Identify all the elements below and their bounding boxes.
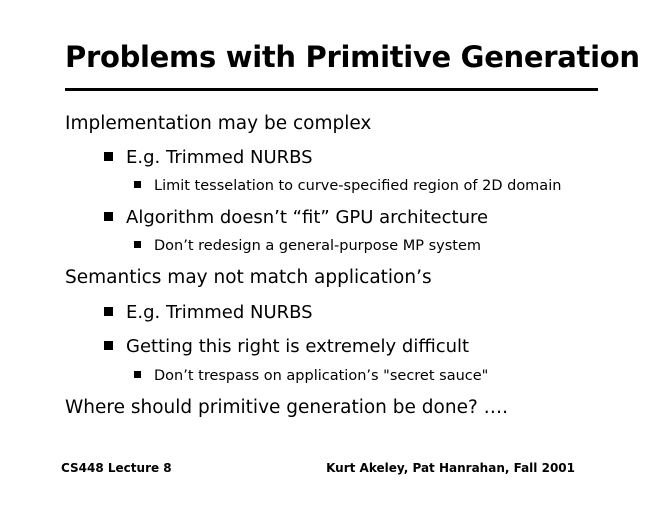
- footer-authors: Kurt Akeley, Pat Hanrahan, Fall 2001: [326, 461, 575, 475]
- bullet-text: Limit tesselation to curve-specified region of 2D domain: [154, 178, 562, 194]
- bullet-item: [65, 267, 432, 288]
- sub-sub-bullet-item: [134, 368, 488, 384]
- bullet-text: Implementation may be complex: [65, 113, 372, 134]
- bullet-text: E.g. Trimmed NURBS: [126, 147, 313, 168]
- footer-course: CS448 Lecture 8: [61, 461, 172, 475]
- bullet-text: Don’t trespass on application’s "secret sauce": [154, 368, 489, 384]
- bullet-text: E.g. Trimmed NURBS: [126, 302, 313, 323]
- square-bullet-icon: [134, 181, 141, 188]
- bullet-text: Semantics may not match application’s: [65, 267, 432, 288]
- bullet-item: [65, 113, 371, 134]
- bullet-text: Don’t redesign a general-purpose MP system: [154, 238, 482, 254]
- sub-bullet-item: [104, 207, 488, 228]
- sub-sub-bullet-item: [134, 238, 481, 254]
- bullet-item: [65, 397, 508, 418]
- square-bullet-icon: [104, 307, 113, 316]
- slide-title: Problems with Primitive Generation: [65, 40, 640, 74]
- sub-bullet-item: [104, 147, 313, 168]
- bullet-text: Algorithm doesn’t “fit” GPU architecture: [126, 207, 489, 228]
- square-bullet-icon: [104, 341, 113, 350]
- square-bullet-icon: [134, 371, 141, 378]
- title-underline: [65, 88, 598, 91]
- square-bullet-icon: [104, 212, 113, 221]
- sub-sub-bullet-item: [134, 178, 561, 194]
- sub-bullet-item: [104, 302, 313, 323]
- bullet-text: Getting this right is extremely difficult: [126, 336, 470, 357]
- square-bullet-icon: [134, 241, 141, 248]
- sub-bullet-item: [104, 336, 469, 357]
- square-bullet-icon: [104, 152, 113, 161]
- bullet-text: Where should primitive generation be done? ….: [65, 397, 509, 418]
